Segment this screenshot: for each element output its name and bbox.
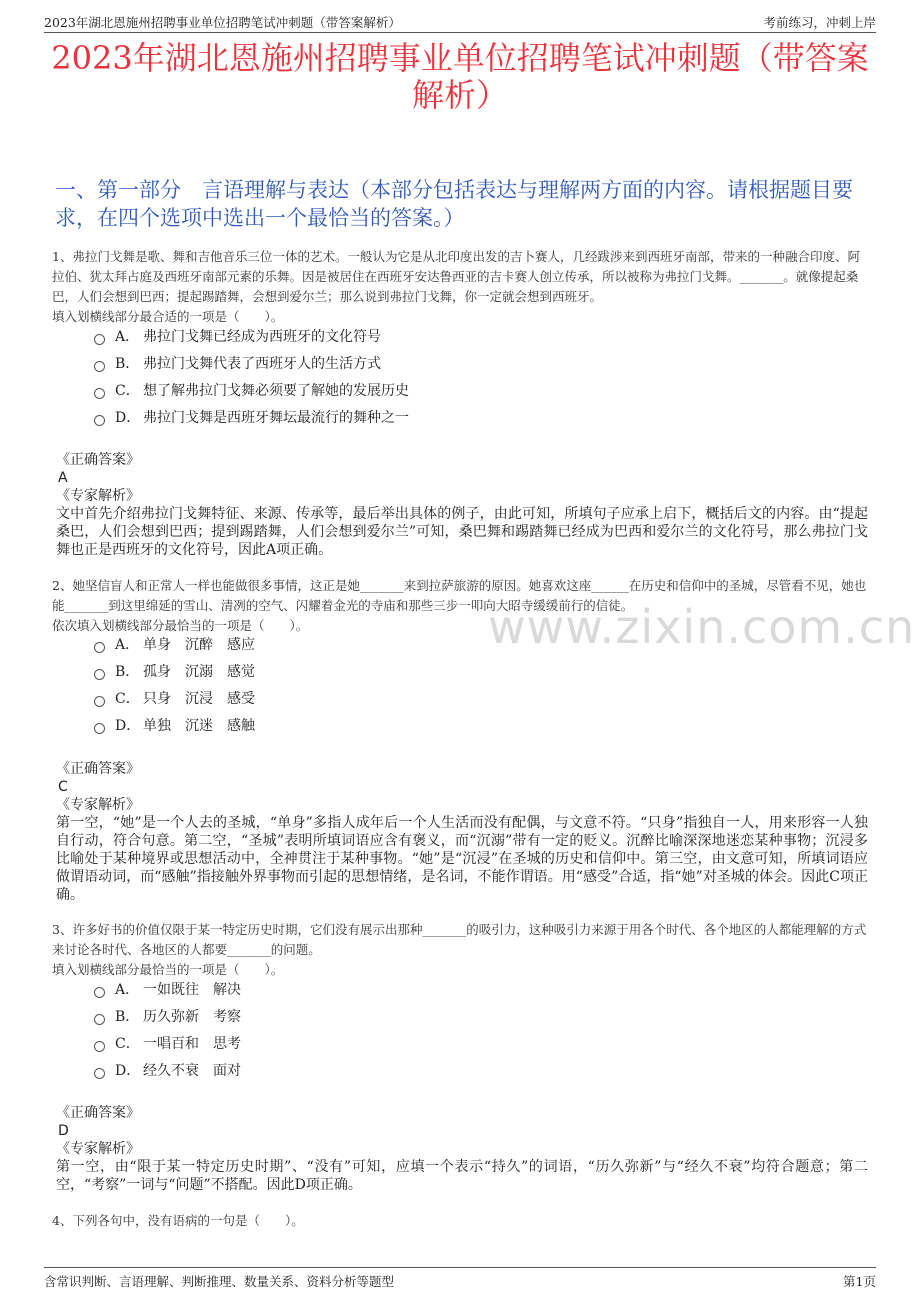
- question-2-stem: 2、她坚信盲人和正常人一样也能做很多事情，这正是她_______来到拉萨旅游的原因。她喜欢这座______在历史和信仰中的圣城，尽管看不见，她也能_______到这里绵延的雪山、清冽的空气、闪耀着金光的寺庙和那些三步一叩向大昭寺缓缓前行的信徒。 依次填入划横线部分最恰当的一项是（ ）。: [52, 578, 867, 633]
- footer-description: 含常识判断、言语理解、判断推理、数量关系、资料分析等题型: [44, 1274, 395, 1289]
- header-slogan: 考前练习，冲刺上岸: [763, 15, 876, 30]
- analysis-text: 第一空，“她”是一个人去的圣城，“单身”多指人成年后一个人生活而没有配偶，与文意不符。“只身”指独自一人，用来形容一人独自行动，符合句意。第二空，“圣城”表明所填词语应含有褒义，而“沉溺”带有一定的贬义。沉醉比喻深深地迷恋某种事物；沉浸多比喻处于某种境界或思想活动中，全神贯注于某种事物。“她”是“沉浸”在圣城的历史和信仰中。第三空，由文意可知，所填词语应做谓语动词，而“感触”指接触外界事物而引起的思想情绪，是名词，不能作谓语。用“感受”合适，指“她”对圣城的体会。因此C项正确。: [56, 815, 868, 903]
- question-3-stem: 3、许多好书的价值仅限于某一特定历史时期，它们没有展示出那种_______的吸引力，这种吸引力来源于用各个时代、各个地区的人都能理解的方式来讨论各时代、各地区的人都要_______的问题。 填入划横线部分最恰当的一项是（ ）。: [52, 922, 867, 977]
- radio-button[interactable]: [94, 987, 105, 998]
- radio-button[interactable]: [94, 334, 105, 345]
- radio-button[interactable]: [94, 1068, 105, 1079]
- page-footer: [44, 1267, 876, 1290]
- question-4-stem: 4、下列各句中，没有语病的一句是（ ）。: [52, 1213, 304, 1228]
- page-number: 第1页: [843, 1274, 876, 1289]
- radio-button[interactable]: [94, 361, 105, 372]
- question-1-answer-block: [56, 451, 868, 559]
- watermark: www.zixin.com.cn: [488, 600, 916, 654]
- page-title: 2023年湖北恩施州招聘事业单位招聘笔试冲刺题（带答案解析）: [51, 39, 869, 114]
- analysis-text: 文中首先介绍弗拉门戈舞特征、来源、传承等，最后举出具体的例子，由此可知，所填句子应承上启下，概括后文的内容。由“提起桑巴，人们会想到巴西；提到踢踏舞，人们会想到爱尔兰”可知，桑巴舞和踢踏舞已经成为巴西和爱尔兰的文化符号，那么弗拉门戈舞也正是西班牙的文化符号，因此A项正确。: [56, 506, 868, 558]
- question-3-answer-block: [56, 1104, 868, 1194]
- page-header: [44, 10, 876, 33]
- radio-button[interactable]: [94, 723, 105, 734]
- answer-label: 《正确答案》: [56, 1105, 140, 1121]
- question-2-answer-block: [56, 760, 868, 904]
- question-1-prompt: 填入划横线部分最合适的一项是（ ）。: [52, 309, 284, 324]
- radio-button[interactable]: [94, 669, 105, 680]
- radio-button[interactable]: [94, 388, 105, 399]
- answer-label: 《正确答案》: [56, 761, 140, 777]
- radio-button[interactable]: [94, 696, 105, 707]
- answer-value: A: [58, 470, 68, 486]
- analysis-label: 《专家解析》: [56, 1141, 140, 1157]
- section-heading: 一、第一部分 言语理解与表达（本部分包括表达与理解两方面的内容。请根据题目要求，在四个选项中选出一个最恰当的答案。）: [55, 178, 853, 230]
- radio-button[interactable]: [94, 1014, 105, 1025]
- header-doc-title: 2023年湖北恩施州招聘事业单位招聘笔试冲刺题（带答案解析）: [44, 15, 401, 30]
- answer-value: D: [58, 1123, 69, 1139]
- radio-button[interactable]: [94, 642, 105, 653]
- question-3-prompt: 填入划横线部分最恰当的一项是（ ）。: [52, 962, 284, 977]
- answer-label: 《正确答案》: [56, 452, 140, 468]
- analysis-text: 第一空，由“限于某一特定历史时期”、“没有”可知，应填一个表示“持久”的词语，“历久弥新”与“经久不衰”均符合题意；第二空，“考察”一词与“问题”不搭配。因此D项正确。: [56, 1159, 868, 1193]
- answer-value: C: [58, 779, 68, 795]
- radio-button[interactable]: [94, 415, 105, 426]
- question-1-stem: 1、弗拉门戈舞是歌、舞和吉他音乐三位一体的艺术。一般认为它是从北印度出发的吉卜赛人，几经跋涉来到西班牙南部，带来的一种融合印度、阿拉伯、犹太拜占庭及西班牙南部元素的乐舞。因是被居住在西班牙安达鲁西亚的吉卡赛人创立传承，所以被称为弗拉门戈舞。_______。就像提起桑巴，人们会想到巴西；提起踢踏舞，会想到爱尔兰；那么说到弗拉门戈舞，你一定就会想到西班牙。 填入划横线部分最合适的一项是（ ）。: [52, 249, 860, 324]
- analysis-label: 《专家解析》: [56, 488, 140, 504]
- radio-button[interactable]: [94, 1041, 105, 1052]
- question-2-prompt: 依次填入划横线部分最恰当的一项是（ ）。: [52, 618, 309, 633]
- analysis-label: 《专家解析》: [56, 797, 140, 813]
